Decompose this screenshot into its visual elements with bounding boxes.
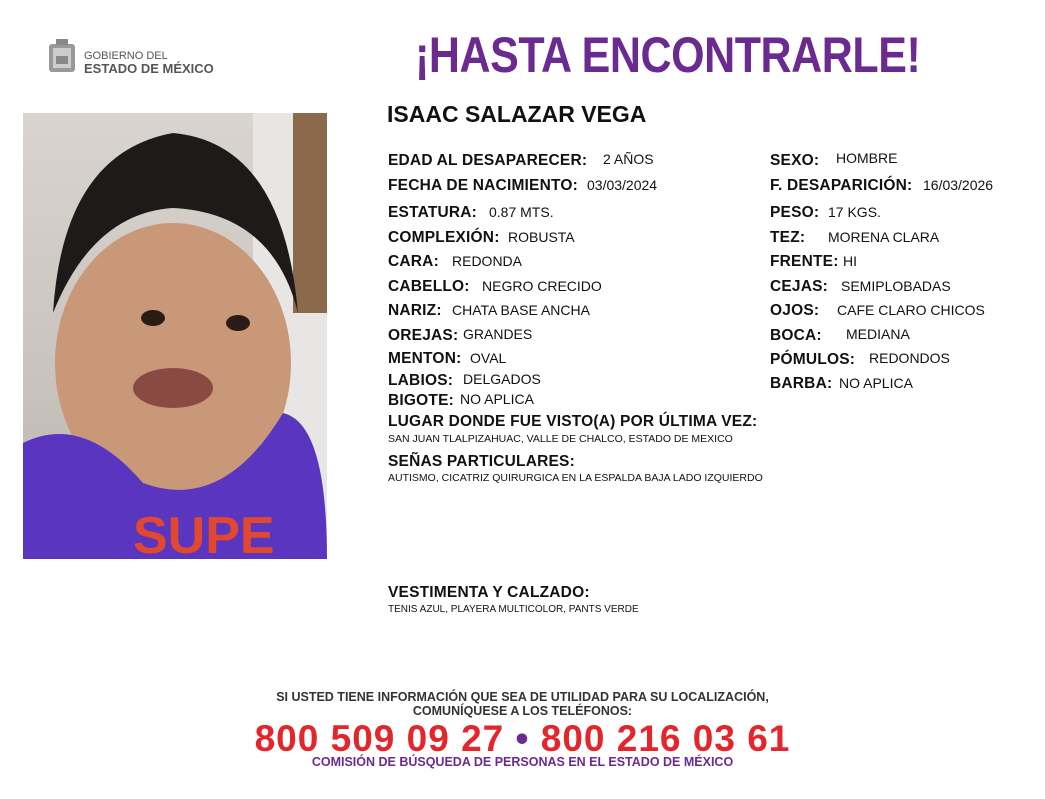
distinctive-marks-value: AUTISMO, CICATRIZ QUIRURGICA EN LA ESPALDA BAJA LADO IZQUIERDO: [388, 472, 763, 484]
field-value: NO APLICA: [460, 391, 534, 407]
poster-title: ¡HASTA ENCONTRARLE!: [415, 27, 921, 83]
field-label: BARBA:: [770, 375, 833, 392]
field-label: ESTATURA:: [388, 204, 478, 221]
field-label: SEXO:: [770, 152, 820, 169]
field-label: COMPLEXIÓN:: [388, 229, 500, 246]
field-value: 2 AÑOS: [603, 151, 654, 167]
field-value: NO APLICA: [839, 375, 913, 391]
person-name: ISAAC SALAZAR VEGA: [387, 101, 647, 127]
phone-1[interactable]: 800 509 09 27: [254, 718, 505, 759]
field-value: 03/03/2024: [587, 177, 658, 193]
field-value: NEGRO CRECIDO: [482, 278, 602, 294]
clothing-value: TENIS AZUL, PLAYERA MULTICOLOR, PANTS VERDE: [388, 604, 639, 615]
field-label: PÓMULOS:: [770, 351, 856, 368]
phone-2[interactable]: 800 216 03 61: [540, 718, 791, 759]
field-label: CEJAS:: [770, 278, 829, 295]
field-value: 16/03/2026: [923, 177, 994, 193]
field-value: 17 KGS.: [828, 204, 881, 220]
field-value: ROBUSTA: [508, 229, 575, 245]
last-seen-label: LUGAR DONDE FUE VISTO(A) POR ÚLTIMA VEZ:: [388, 413, 758, 430]
field-label: FRENTE:: [770, 253, 839, 270]
missing-person-photo: [23, 113, 327, 559]
field-label: BIGOTE:: [388, 392, 454, 409]
field-label: PESO:: [770, 204, 820, 221]
shirt-print: SUPE: [133, 507, 275, 559]
field-value: GRANDES: [463, 326, 533, 342]
field-label: LABIOS:: [388, 372, 454, 389]
field-label: CARA:: [388, 253, 439, 270]
field-value: REDONDA: [452, 253, 523, 269]
field-value: CAFE CLARO CHICOS: [837, 302, 985, 318]
field-value: REDONDOS: [869, 350, 950, 366]
field-label: OJOS:: [770, 302, 820, 319]
phone-numbers: [0, 718, 1045, 760]
field-value: MORENA CLARA: [828, 229, 940, 245]
field-value: HI: [843, 253, 857, 269]
clothing-label: VESTIMENTA Y CALZADO:: [388, 584, 590, 601]
field-label: EDAD AL DESAPARECER:: [388, 152, 588, 169]
field-label: F. DESAPARICIÓN:: [770, 177, 913, 194]
field-label: OREJAS:: [388, 327, 459, 344]
field-label: TEZ:: [770, 229, 806, 246]
logo-line-1: GOBIERNO DEL: [84, 50, 168, 62]
field-value: 0.87 MTS.: [489, 204, 554, 220]
field-value: SEMIPLOBADAS: [841, 278, 951, 294]
bullet-separator: •: [515, 718, 530, 759]
logo-line-2: ESTADO DE MÉXICO: [84, 61, 214, 76]
field-value: MEDIANA: [846, 326, 910, 342]
field-label: CABELLO:: [388, 278, 470, 295]
agency-name: COMISIÓN DE BÚSQUEDA DE PERSONAS EN EL ESTADO DE MÉXICO: [311, 755, 734, 769]
distinctive-marks-label: SEÑAS PARTICULARES:: [388, 453, 575, 470]
field-value: DELGADOS: [463, 371, 541, 387]
field-label: BOCA:: [770, 327, 822, 344]
last-seen-value: SAN JUAN TLALPIZAHUAC, VALLE DE CHALCO, ESTADO DE MEXICO: [388, 433, 733, 445]
field-value: OVAL: [470, 350, 507, 366]
state-coat-of-arms-icon: [47, 38, 77, 74]
field-label: MENTON:: [388, 350, 462, 367]
field-value: HOMBRE: [836, 150, 898, 166]
field-label: FECHA DE NACIMIENTO:: [388, 177, 578, 194]
field-label: NARIZ:: [388, 302, 442, 319]
info-line-2: COMUNÍQUESE A LOS TELÉFONOS:: [412, 704, 633, 718]
info-line-1: SI USTED TIENE INFORMACIÓN QUE SEA DE UTILIDAD PARA SU LOCALIZACIÓN,: [276, 690, 769, 704]
field-value: CHATA BASE ANCHA: [452, 302, 590, 318]
